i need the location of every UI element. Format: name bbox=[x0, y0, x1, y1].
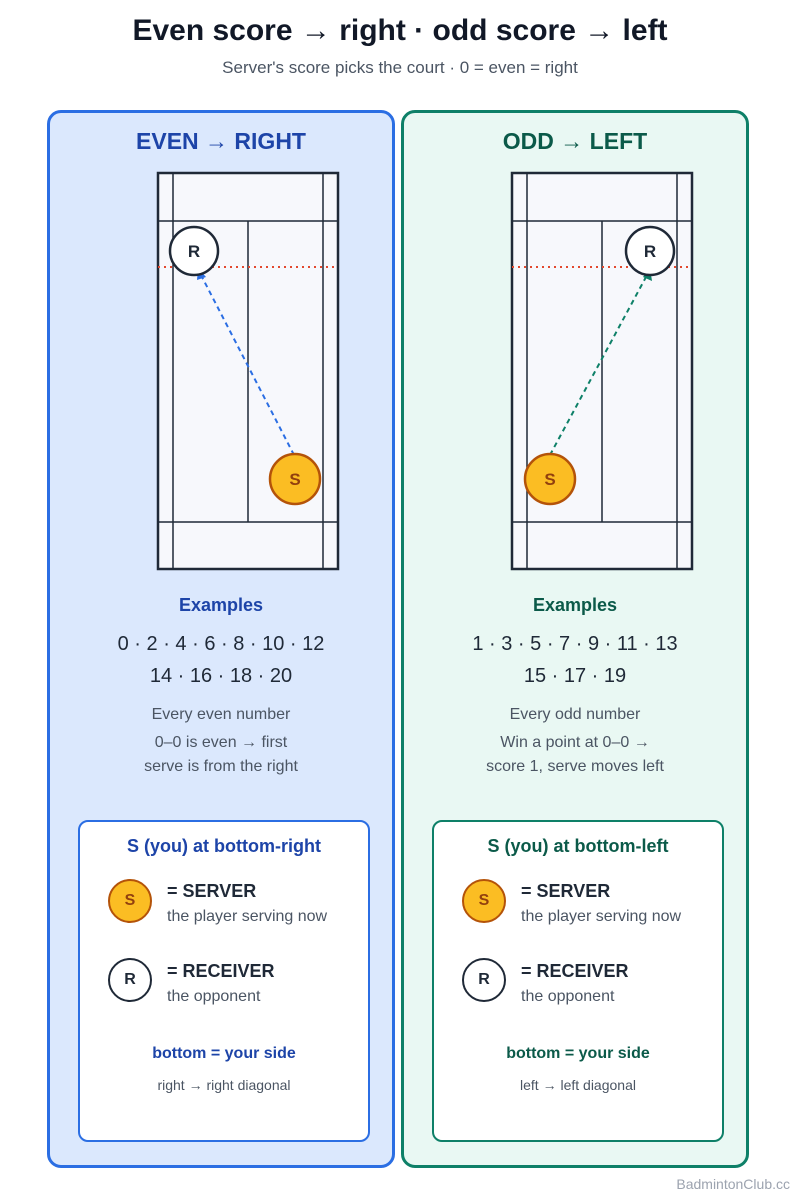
legend-title: S (you) at bottom-left bbox=[487, 836, 669, 856]
examples-line-2: 14 · 16 · 18 · 20 bbox=[149, 665, 293, 687]
receiver-name: = RECEIVER bbox=[521, 961, 629, 981]
page-title: Even score → right · odd score → left bbox=[132, 14, 668, 47]
server-desc: the player serving now bbox=[167, 908, 328, 925]
receiver-desc: the opponent bbox=[521, 988, 615, 1005]
bottom-label: bottom = your side bbox=[506, 1045, 650, 1062]
server-desc: the player serving now bbox=[521, 908, 682, 925]
note-line-1: Every odd number bbox=[509, 706, 641, 723]
receiver-label: R bbox=[643, 242, 657, 261]
bottom-note: left → left diagonal bbox=[520, 1077, 636, 1093]
note-line-2: 0–0 is even → first bbox=[154, 734, 288, 751]
court-diagram-odd bbox=[510, 171, 694, 571]
watermark: BadmintonClub.cc bbox=[676, 1176, 790, 1192]
examples-line-1: 0 · 2 · 4 · 6 · 8 · 10 · 12 bbox=[117, 633, 325, 655]
server-label: S bbox=[544, 470, 556, 489]
examples-title: Examples bbox=[178, 595, 264, 615]
server-icon: S bbox=[462, 879, 506, 923]
court-diagram-even bbox=[156, 171, 340, 571]
server-name: = SERVER bbox=[167, 881, 257, 901]
panel-title: EVEN → RIGHT bbox=[136, 128, 306, 154]
bottom-label: bottom = your side bbox=[152, 1045, 296, 1062]
server-name: = SERVER bbox=[521, 881, 611, 901]
panel-odd-left bbox=[401, 110, 749, 1168]
note-line-2: Win a point at 0–0 → bbox=[500, 734, 650, 751]
note-line-3: serve is from the right bbox=[144, 758, 298, 775]
legend-box bbox=[78, 820, 370, 1142]
panel-title: ODD → LEFT bbox=[502, 128, 648, 154]
legend-box bbox=[432, 820, 724, 1142]
receiver-icon: R bbox=[462, 958, 506, 1002]
examples-line-2: 15 · 17 · 19 bbox=[523, 665, 627, 687]
bottom-note: right → right diagonal bbox=[157, 1077, 291, 1093]
receiver-name: = RECEIVER bbox=[167, 961, 275, 981]
receiver-desc: the opponent bbox=[167, 988, 261, 1005]
note-line-1: Every even number bbox=[151, 706, 291, 723]
examples-line-1: 1 · 3 · 5 · 7 · 9 · 11 · 13 bbox=[472, 633, 678, 655]
receiver-label: R bbox=[187, 242, 201, 261]
legend-title: S (you) at bottom-right bbox=[127, 836, 321, 856]
examples-title: Examples bbox=[532, 595, 618, 615]
server-icon: S bbox=[108, 879, 152, 923]
panel-even-right bbox=[47, 110, 395, 1168]
receiver-icon: R bbox=[108, 958, 152, 1002]
note-line-3: score 1, serve moves left bbox=[486, 758, 664, 775]
page-subtitle: Server's score picks the court · 0 = even = right bbox=[222, 58, 578, 77]
server-label: S bbox=[289, 470, 301, 489]
